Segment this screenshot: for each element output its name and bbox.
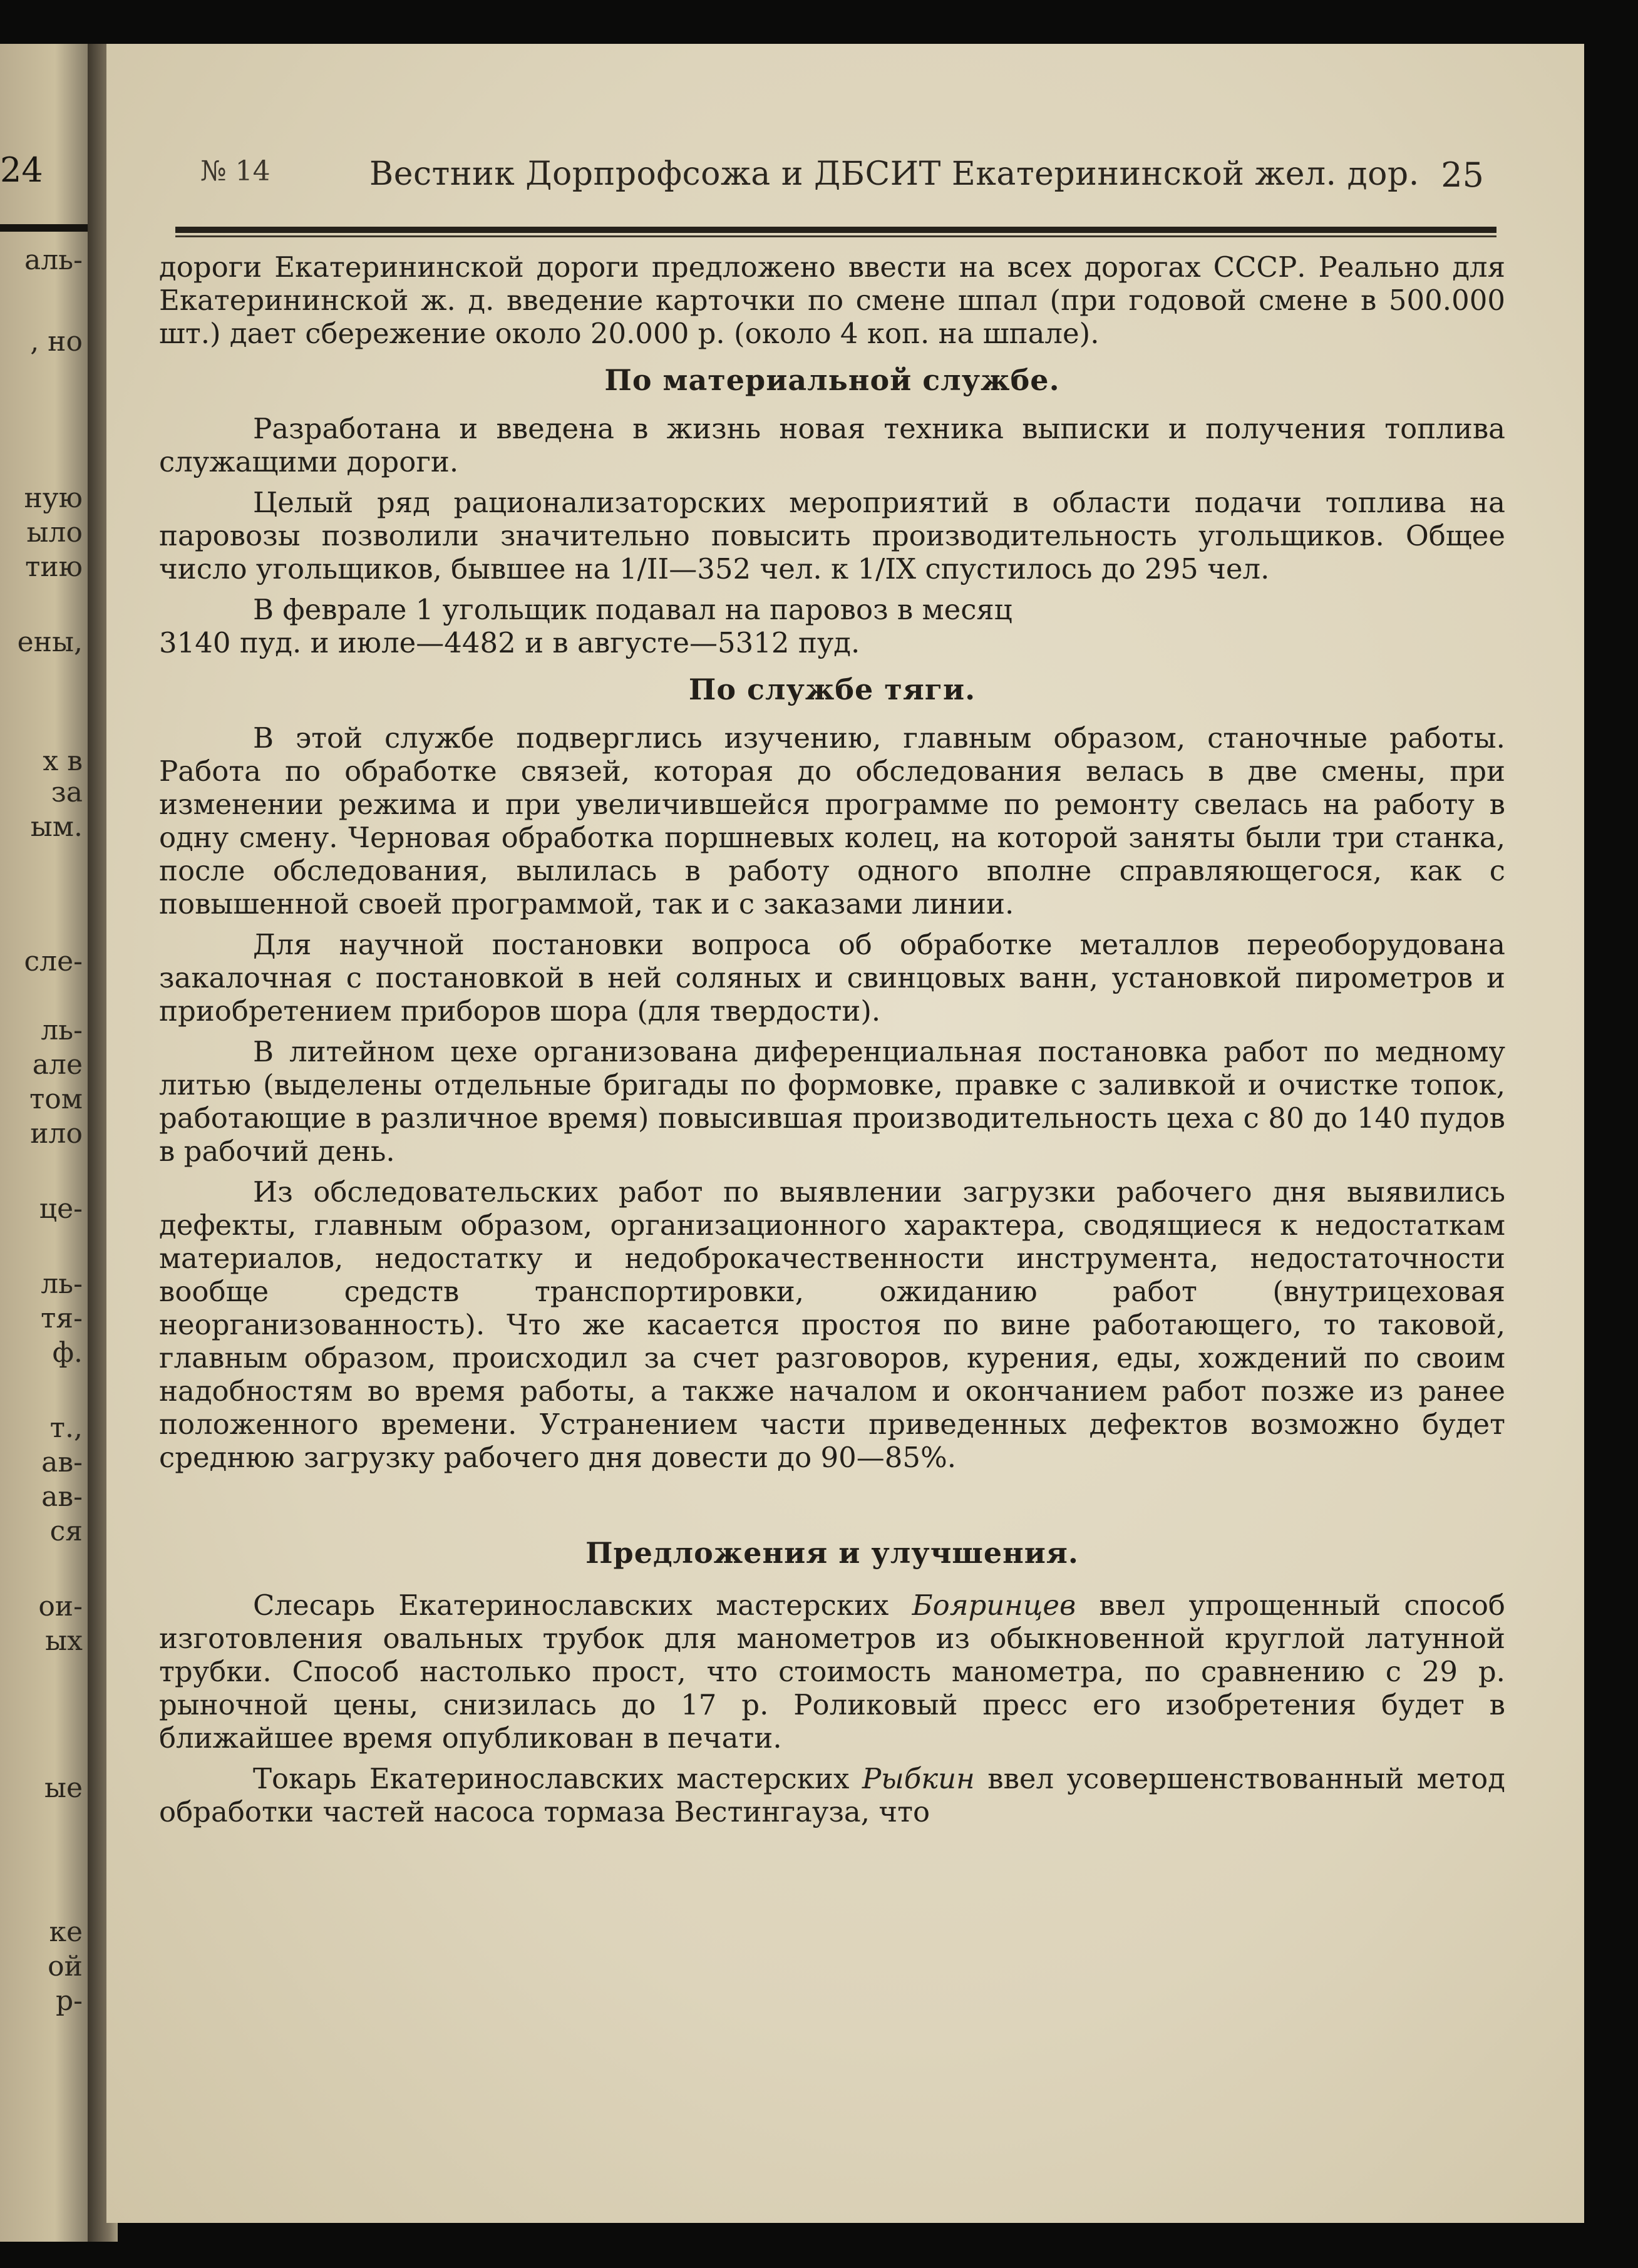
adjacent-page-fragment: аль- — [24, 244, 83, 276]
paragraph: Целый ряд рационализаторских мероприятий в области подачи топлива на паровозы позволили значительно повысить производительность угольщиков. Общее число угольщиков, бывшее на 1/II—352 чел. к 1/IX спустилось до 295 чел. — [159, 486, 1505, 585]
adjacent-page-fragment: том — [29, 1083, 83, 1115]
paragraph: Для научной постановки вопроса об обработке металлов переоборудована закалочная с постановкой в ней соляных и свинцовых ванн, установкой пирометров и приобретением приборов шора (для твердости). — [159, 928, 1505, 1028]
adjacent-page-fragment: тию — [25, 551, 83, 583]
adjacent-page-fragment: ную — [24, 482, 83, 514]
page-number: 25 — [1441, 155, 1484, 195]
paragraph-line: В феврале 1 угольщик подавал на паровоз в месяц — [253, 593, 1012, 626]
adjacent-page-fragment: ке — [49, 1916, 83, 1948]
adjacent-page-number: 24 — [0, 150, 43, 190]
section-heading-proposals: Предложения и улучшения. — [585, 1536, 1079, 1570]
issue-number: № 14 — [200, 155, 270, 187]
journal-title: Вестник Дорпрофсожа и ДБСИТ Екатерининской жел. дор. — [369, 155, 1419, 193]
adjacent-page-fragment: ся — [49, 1515, 83, 1547]
running-head — [106, 155, 1490, 205]
header-rule-thin — [175, 235, 1496, 237]
adjacent-page-fragment: тя- — [41, 1302, 83, 1334]
adjacent-page-edge — [0, 44, 100, 2242]
adjacent-page-fragment: ф. — [52, 1337, 83, 1369]
paragraph: В литейном цехе организована диференциальная постановка работ по медному литью (выделены отдельные бригады по формовке, правке с заливкой и очистке топок, работающие в различное время) повысившая производительность цеха с 80 до 140 пудов в рабочий день. — [159, 1035, 1505, 1168]
paragraph — [159, 593, 1505, 659]
person-name: Бояринцев — [912, 1589, 1076, 1622]
adjacent-page-fragment: ило — [30, 1118, 83, 1150]
adjacent-page-fragment: ль- — [41, 1014, 83, 1046]
text-run: ввел упрощенный способ изготовления овальных трубок для манометров из обыкновенной круглой латунной трубки. Способ настолько прост, что стоимость манометра, по сравнению с 29 р. рыночной цены, снизилась до 17 р. Роликовый пресс его изобретения будет в ближайшее время опубликован в печати. — [159, 1589, 1506, 1755]
adjacent-page-rule — [0, 224, 88, 232]
section-heading-material: По материальной службе. — [604, 363, 1060, 397]
paragraph: Из обследовательских работ по выявлении загрузки рабочего дня выявились дефекты, главным образом, организационного характера, сводящиеся к недостаткам материалов, недостатку и недоброкачественности инструмента, недостаточности вообще средств транспортировки, ожиданию работ (внутрицеховая неорганизованность). Что же касается простоя по вине работающего, то таковой, главным образом, происходил за счет разговоров, курения, еды, хождений по своим надобностям во время работы, а также началом и окончанием работ позже из ранее положенного времени. Устранением части приведенных дефектов возможно будет среднюю загрузку рабочего дня довести до 90—85%. — [159, 1175, 1505, 1474]
adjacent-page-fragment: р- — [55, 1985, 83, 2017]
person-name: Рыбкин — [862, 1762, 975, 1795]
paragraph: В этой службе подверглись изучению, главным образом, станочные работы. Работа по обработке связей, которая до обследования велась в две смены, при изменении режима и при увеличившейся программе по ремонту свелась на работу в одну смену. Черновая обработка поршневых колец, на которой заняты были три станка, после обследования, вылилась в работу одного вполне справляющегося, как с повышенной своей программой, так и с заказами линии. — [159, 721, 1505, 920]
adjacent-page-fragment: ыло — [26, 517, 83, 549]
adjacent-page-fragment: ых — [45, 1625, 83, 1657]
paragraph — [159, 1589, 1505, 1755]
adjacent-page-fragment: за — [51, 776, 83, 808]
adjacent-page-fragment: т., — [49, 1412, 83, 1444]
adjacent-page-fragment: ым. — [30, 811, 83, 843]
paragraph — [159, 1762, 1505, 1828]
adjacent-page-fragment: ые — [44, 1772, 83, 1804]
adjacent-page-fragment: ль- — [41, 1268, 83, 1300]
adjacent-page-fragment: це- — [39, 1193, 83, 1225]
adjacent-page-fragment: ав- — [41, 1446, 83, 1478]
text-run: Слесарь Екатеринославских мастерских — [253, 1589, 912, 1622]
adjacent-page-fragment: ои- — [38, 1590, 83, 1622]
text-run: Токарь Екатеринославских мастерских — [253, 1762, 862, 1795]
adjacent-page-fragment: сле- — [24, 946, 83, 977]
document-page — [106, 44, 1584, 2223]
adjacent-page-fragment: ены, — [17, 626, 83, 658]
adjacent-page-fragment: ав- — [41, 1481, 83, 1513]
header-rule — [175, 227, 1496, 233]
section-heading-traction: По службе тяги. — [688, 673, 976, 706]
adjacent-page-fragment: ой — [48, 1951, 83, 1982]
article-body — [159, 250, 1505, 1828]
paragraph: Разработана и введена в жизнь новая техника выписки и получения топлива служащими дороги. — [159, 412, 1505, 478]
paragraph: дороги Екатерининской дороги предложено ввести на всех дорогах СССР. Реально для Екатерининской ж. д. введение карточки по смене шпал (при годовой смене в 500.000 шт.) дает сбережение около 20.000 р. (около 4 коп. на шпале). — [159, 250, 1505, 350]
adjacent-page-fragment: але — [32, 1049, 83, 1081]
adjacent-page-fragment: х в — [43, 745, 83, 777]
adjacent-page-fragment: , но — [30, 326, 83, 358]
paragraph-line: 3140 пуд. и июле—4482 и в августе—5312 пуд. — [159, 626, 860, 659]
text-run: ввел усовершенствованный метод обработки частей насоса тормаза Вестингауза, что — [159, 1762, 1505, 1828]
